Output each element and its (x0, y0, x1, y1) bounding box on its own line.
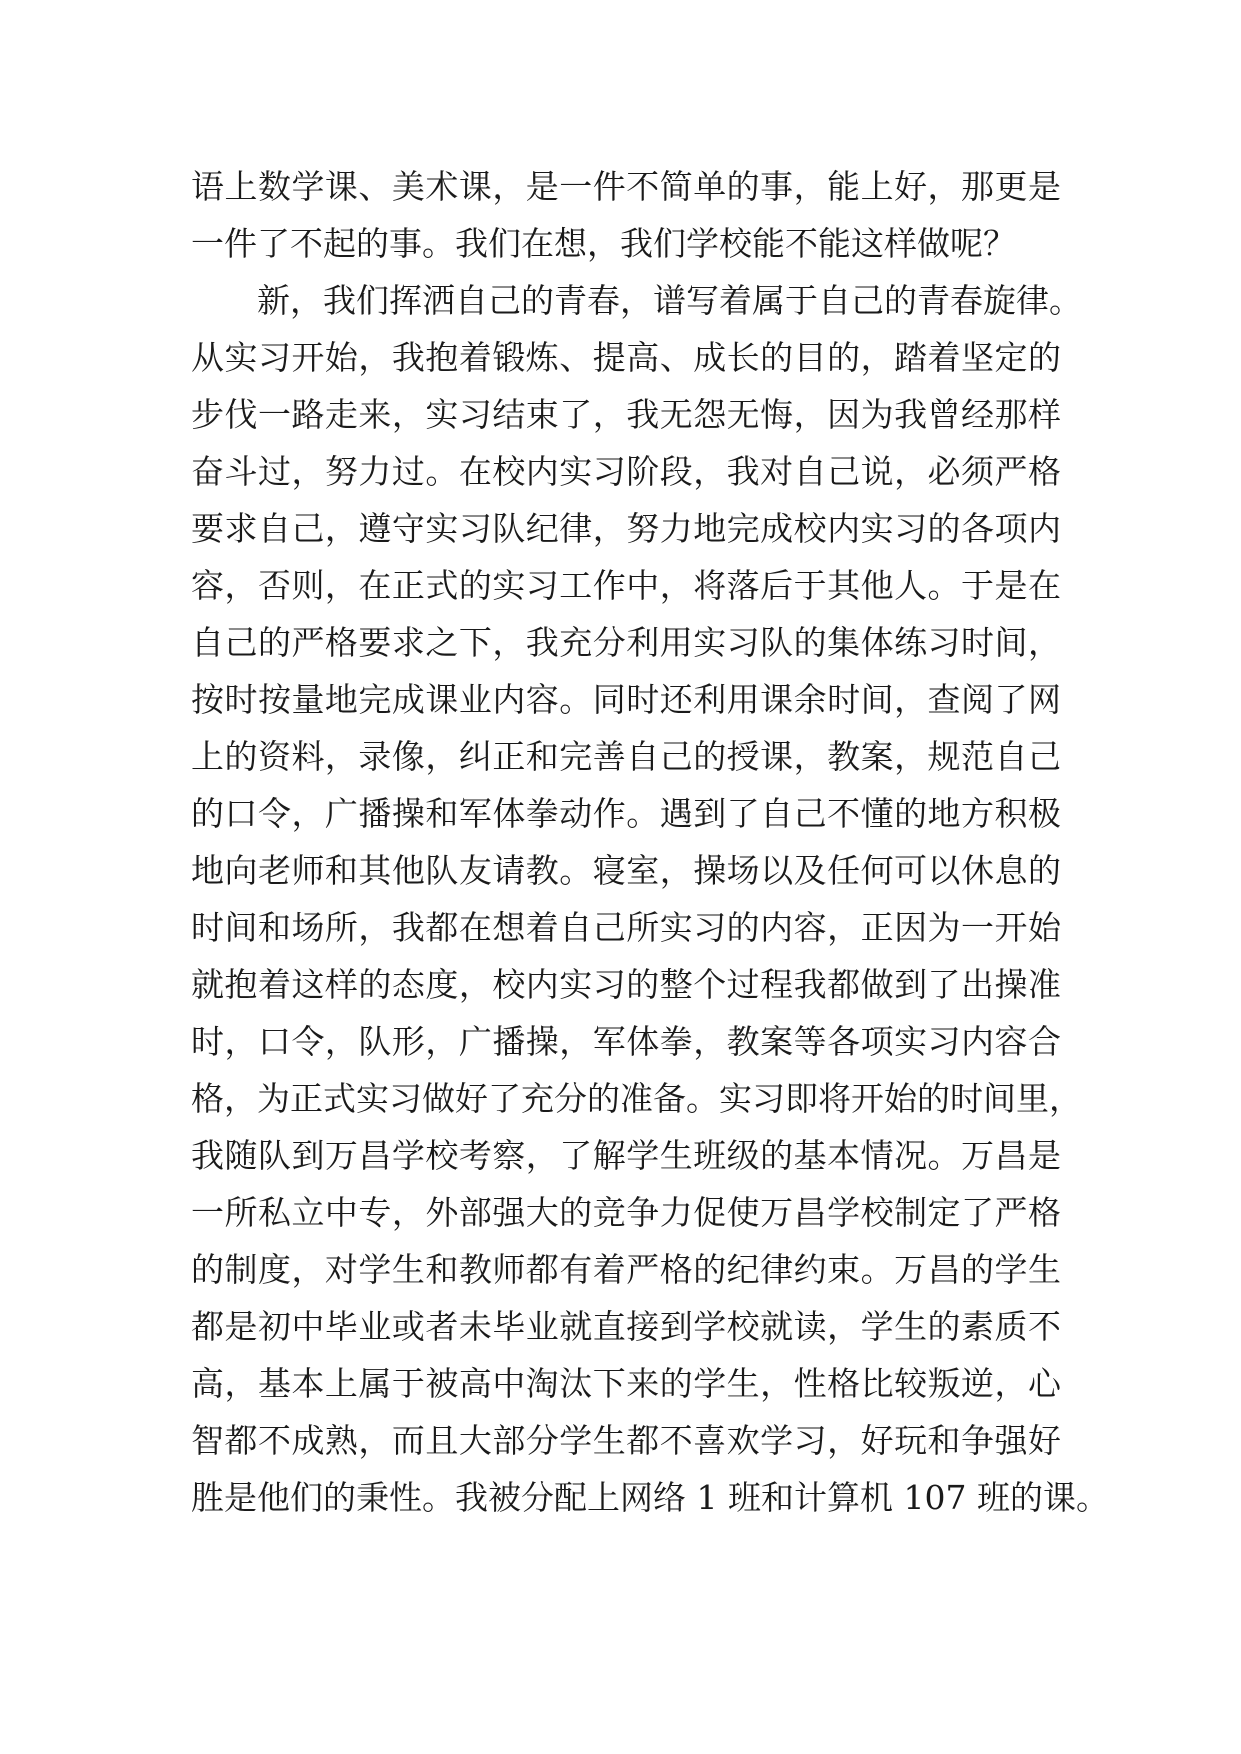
text-line: 要求自己，遵守实习队纪律，努力地完成校内实习的各项内 (191, 509, 1061, 548)
text-line: 高，基本上属于被高中淘汰下来的学生，性格比较叛逆，心 (191, 1364, 1061, 1403)
text-line: 奋斗过，努力过。在校内实习阶段，我对自己说，必须严格 (191, 452, 1061, 491)
text-line: 自己的严格要求之下，我充分利用实习队的集体练习时间， (191, 623, 1061, 662)
text-line: 上的资料，录像，纠正和完善自己的授课，教案，规范自己 (191, 737, 1061, 776)
text-line: 就抱着这样的态度，校内实习的整个过程我都做到了出操准 (191, 965, 1061, 1004)
text-line: 的口令，广播操和军体拳动作。遇到了自己不懂的地方积极 (191, 794, 1061, 833)
text-line: 胜是他们的秉性。我被分配上网络 1 班和计算机 107 班的课。 (191, 1478, 1109, 1517)
text-line: 格，为正式实习做好了充分的准备。实习即将开始的时间里， (191, 1079, 1082, 1118)
text-line: 一件了不起的事。我们在想，我们学校能不能这样做呢？ (191, 224, 1016, 263)
text-line: 智都不成熟，而且大部分学生都不喜欢学习，好玩和争强好 (191, 1421, 1061, 1460)
text-line: 步伐一路走来，实习结束了，我无怨无悔，因为我曾经那样 (191, 395, 1061, 434)
text-line: 的制度，对学生和教师都有着严格的纪律约束。万昌的学生 (191, 1250, 1061, 1289)
text-line: 一所私立中专，外部强大的竞争力促使万昌学校制定了严格 (191, 1193, 1061, 1232)
text-line: 语上数学课、美术课，是一件不简单的事，能上好，那更是 (191, 167, 1061, 206)
text-line: 时间和场所，我都在想着自己所实习的内容，正因为一开始 (191, 908, 1061, 947)
text-line: 按时按量地完成课业内容。同时还利用课余时间，查阅了网 (191, 680, 1061, 719)
text-line: 我随队到万昌学校考察，了解学生班级的基本情况。万昌是 (191, 1136, 1061, 1175)
text-line: 都是初中毕业或者未毕业就直接到学校就读，学生的素质不 (191, 1307, 1061, 1346)
text-line: 地向老师和其他队友请教。寝室，操场以及任何可以休息的 (191, 851, 1061, 890)
text-line: 从实习开始，我抱着锻炼、提高、成长的目的，踏着坚定的 (191, 338, 1061, 377)
text-line: 容，否则，在正式的实习工作中，将落后于其他人。于是在 (191, 566, 1061, 605)
text-line-paragraph-start: 新，我们挥洒自己的青春，谱写着属于自己的青春旋律。 (257, 281, 1082, 320)
text-line: 时，口令，队形，广播操，军体拳，教案等各项实习内容合 (191, 1022, 1061, 1061)
body-text (191, 158, 1109, 1526)
